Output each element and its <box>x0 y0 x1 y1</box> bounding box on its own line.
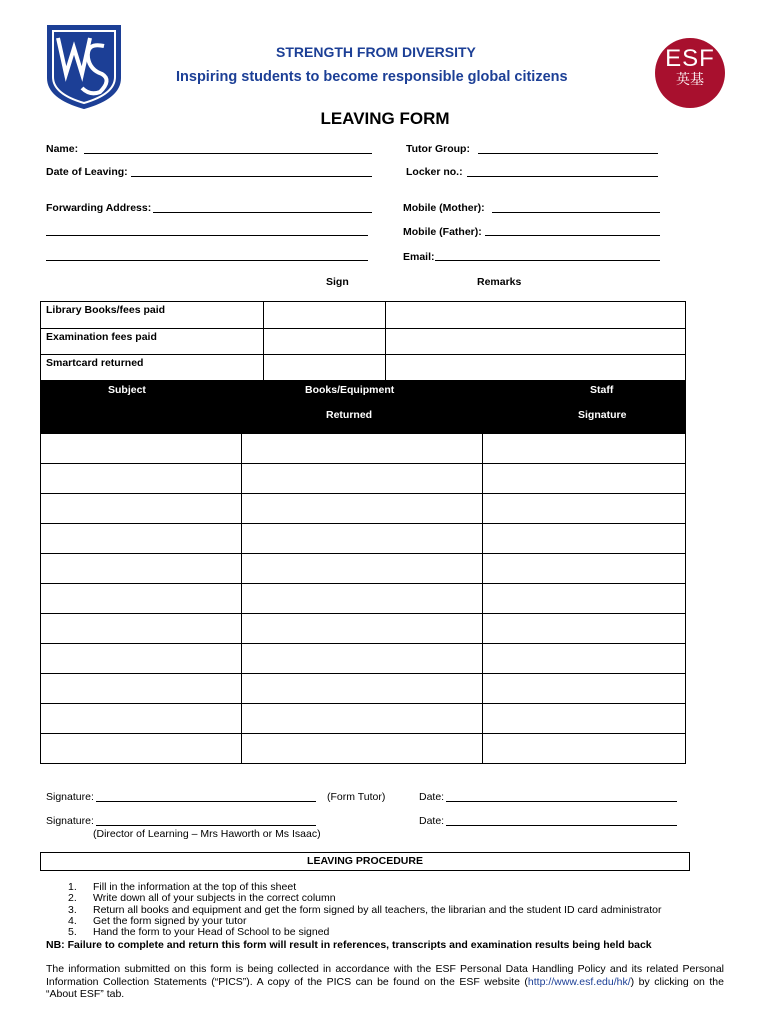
subject-cell[interactable] <box>41 464 242 494</box>
esf-website-link[interactable]: http://www.esf.edu/hk/ <box>527 975 631 988</box>
subject-cell[interactable] <box>41 434 242 464</box>
subject-cell[interactable] <box>41 524 242 554</box>
subject-row <box>41 584 686 614</box>
books-column-header: Books/Equipment <box>305 384 395 396</box>
subject-row <box>41 674 686 704</box>
staff-signature-cell[interactable] <box>483 434 686 464</box>
procedure-list <box>46 882 662 938</box>
subject-cell[interactable] <box>41 614 242 644</box>
sign-cell[interactable] <box>264 302 386 329</box>
tutor-group-label: Tutor Group: <box>406 143 470 155</box>
books-returned-cell[interactable] <box>242 704 483 734</box>
staff-signature-cell[interactable] <box>483 524 686 554</box>
checklist-row <box>41 329 686 355</box>
director-date-label: Date: <box>419 815 445 827</box>
leaving-procedure-title: LEAVING PROCEDURE <box>40 852 690 871</box>
books-returned-cell[interactable] <box>242 644 483 674</box>
subjects-table <box>40 433 686 764</box>
sign-cell[interactable] <box>264 355 386 381</box>
staff-signature-cell[interactable] <box>483 644 686 674</box>
staff-signature-cell[interactable] <box>483 734 686 764</box>
esf-logo-text: ESF <box>665 45 715 72</box>
checklist-item-library: Library Books/fees paid <box>41 302 264 329</box>
subject-cell[interactable] <box>41 584 242 614</box>
subject-cell[interactable] <box>41 494 242 524</box>
tutor-signature-label: Signature: <box>46 791 94 803</box>
mobile-father-field[interactable] <box>485 235 660 236</box>
subject-cell[interactable] <box>41 644 242 674</box>
subject-cell[interactable] <box>41 704 242 734</box>
books-returned-cell[interactable] <box>242 734 483 764</box>
procedure-step: 3. Return all books and equipment and get the form signed by all teachers, the librarian and the student ID card administrator <box>68 903 662 916</box>
checklist-item-exam-fees: Examination fees paid <box>41 329 264 355</box>
procedure-step: 1. Fill in the information at the top of this sheet <box>68 881 297 893</box>
subject-cell[interactable] <box>41 554 242 584</box>
director-signature-label: Signature: <box>46 815 94 827</box>
staff-signature-cell[interactable] <box>483 494 686 524</box>
school-tagline: Inspiring students to become responsible global citizens <box>176 69 568 85</box>
staff-signature-cell[interactable] <box>483 464 686 494</box>
tutor-signature-field[interactable] <box>96 801 316 802</box>
subject-row <box>41 554 686 584</box>
books-returned-cell[interactable] <box>242 464 483 494</box>
forwarding-address-field[interactable] <box>153 212 372 213</box>
remarks-cell[interactable] <box>386 355 686 381</box>
subject-cell[interactable] <box>41 734 242 764</box>
school-motto: STRENGTH FROM DIVERSITY <box>276 44 476 60</box>
remarks-cell[interactable] <box>386 329 686 355</box>
subject-row <box>41 524 686 554</box>
address-line-2[interactable] <box>46 235 368 236</box>
checklist-row <box>41 302 686 329</box>
books-column-header-line2: Returned <box>326 409 373 421</box>
subject-row <box>41 734 686 764</box>
staff-signature-cell[interactable] <box>483 614 686 644</box>
subject-row <box>41 434 686 464</box>
tutor-group-field[interactable] <box>478 153 658 154</box>
subject-column-header: Subject <box>108 384 146 396</box>
remarks-column-header: Remarks <box>477 276 522 288</box>
privacy-notice: The information submitted on this form is being collected in accordance with the ESF Personal Data Handling Policy and its related Personal Information Collection Statements (“PICS”). A copy of the PICS can be found on the ESF website (http://www.esf.edu/hk/) by clicking on the “About ESF” tab. <box>46 963 724 1000</box>
staff-signature-cell[interactable] <box>483 674 686 704</box>
locker-no-label: Locker no.: <box>406 166 463 178</box>
locker-no-field[interactable] <box>467 176 658 177</box>
books-returned-cell[interactable] <box>242 554 483 584</box>
name-field[interactable] <box>84 153 372 154</box>
subject-cell[interactable] <box>41 674 242 704</box>
books-returned-cell[interactable] <box>242 434 483 464</box>
page-title: LEAVING FORM <box>320 109 450 128</box>
address-line-3[interactable] <box>46 260 368 261</box>
staff-signature-cell[interactable] <box>483 584 686 614</box>
subject-row <box>41 494 686 524</box>
subject-row <box>41 464 686 494</box>
sign-cell[interactable] <box>264 329 386 355</box>
clearance-checklist-table <box>40 301 686 381</box>
date-of-leaving-field[interactable] <box>131 176 372 177</box>
forwarding-address-label: Forwarding Address: <box>46 202 152 214</box>
tutor-date-label: Date: <box>419 791 445 803</box>
form-tutor-note: (Form Tutor) <box>327 791 386 803</box>
subject-row <box>41 644 686 674</box>
subject-row <box>41 704 686 734</box>
date-of-leaving-label: Date of Leaving: <box>46 166 128 178</box>
staff-column-header-line2: Signature <box>578 409 627 421</box>
mobile-father-label: Mobile (Father): <box>403 226 482 238</box>
email-field[interactable] <box>435 260 660 261</box>
nb-warning: NB: Failure to complete and return this form will result in references, transcripts and examination results being held back <box>46 939 652 951</box>
books-returned-cell[interactable] <box>242 524 483 554</box>
books-returned-cell[interactable] <box>242 494 483 524</box>
staff-signature-cell[interactable] <box>483 704 686 734</box>
mobile-mother-field[interactable] <box>492 212 660 213</box>
director-date-field[interactable] <box>446 825 677 826</box>
subject-row <box>41 614 686 644</box>
esf-logo <box>655 38 725 108</box>
mobile-mother-label: Mobile (Mother): <box>403 202 485 214</box>
staff-column-header: Staff <box>590 384 614 396</box>
director-signature-field[interactable] <box>96 825 316 826</box>
email-label: Email: <box>403 251 435 263</box>
tutor-date-field[interactable] <box>446 801 677 802</box>
remarks-cell[interactable] <box>386 302 686 329</box>
subjects-table-header <box>40 381 686 433</box>
name-label: Name: <box>46 143 79 155</box>
sign-column-header: Sign <box>326 276 349 288</box>
checklist-row <box>41 355 686 381</box>
procedure-step: 2. Write down all of your subjects in the correct column <box>68 892 336 905</box>
checklist-item-smartcard: Smartcard returned <box>41 355 264 381</box>
procedure-step: 4. Get the form signed by your tutor <box>68 914 247 927</box>
books-returned-cell[interactable] <box>242 584 483 614</box>
procedure-step: 5. Hand the form to your Head of School to be signed <box>68 926 330 939</box>
school-crest-logo <box>46 24 122 110</box>
staff-signature-cell[interactable] <box>483 554 686 584</box>
books-returned-cell[interactable] <box>242 614 483 644</box>
esf-logo-chinese: 英基 <box>676 71 704 87</box>
director-note: (Director of Learning – Mrs Haworth or Ms Isaac) <box>93 828 321 840</box>
books-returned-cell[interactable] <box>242 674 483 704</box>
